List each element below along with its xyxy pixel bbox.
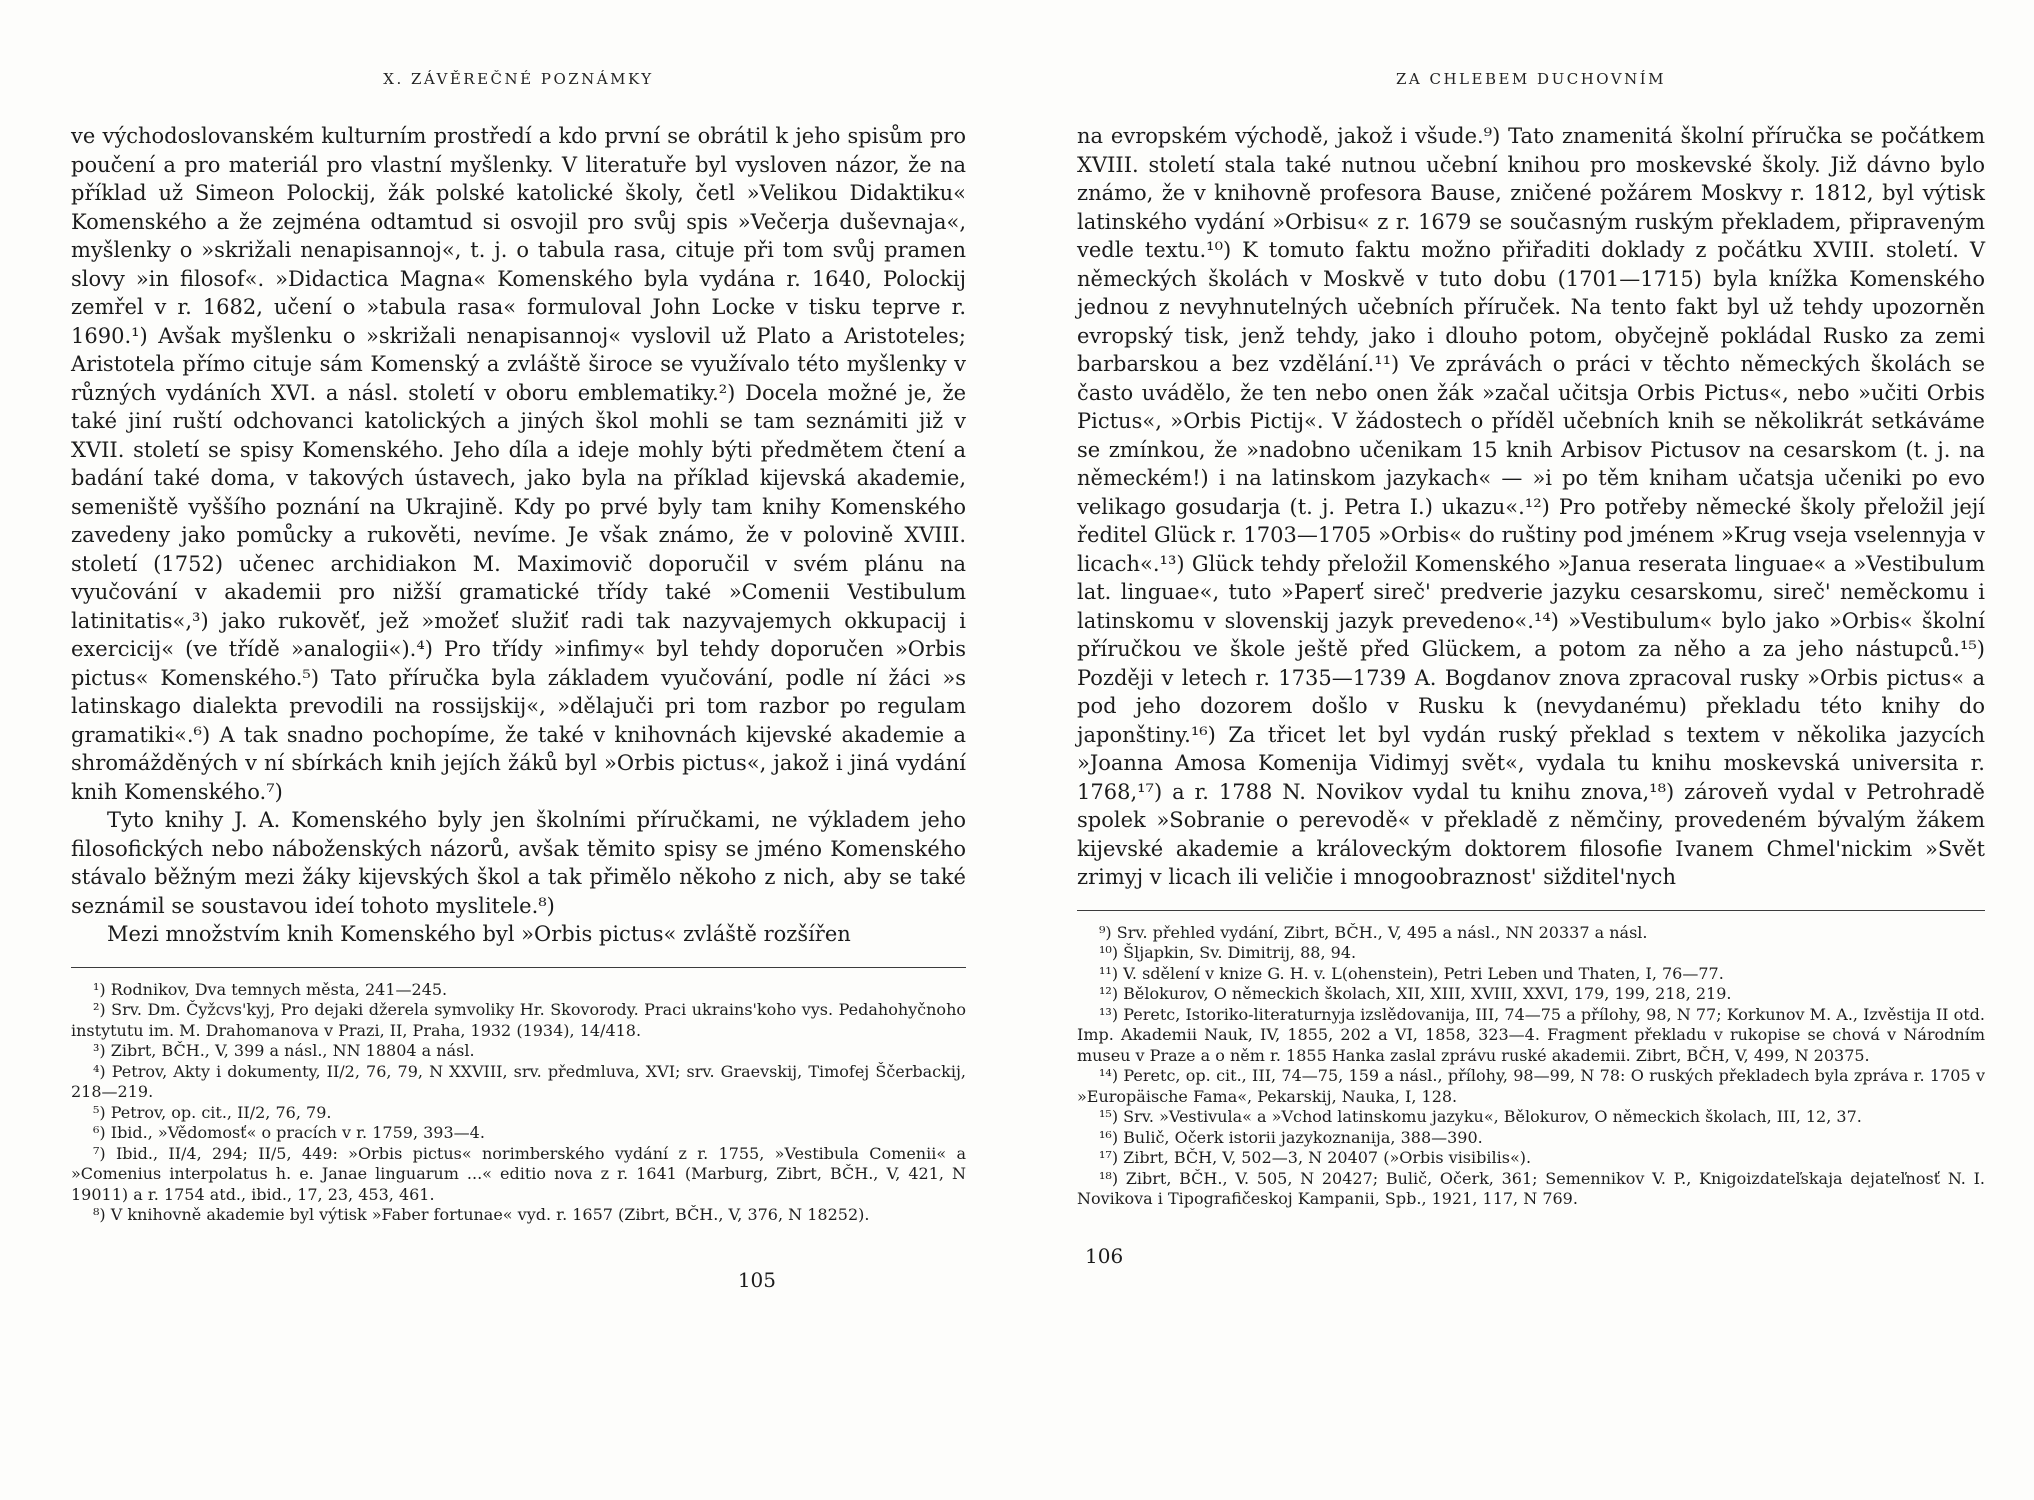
footnote: ¹) Rodnikov, Dva temnych města, 241—245. xyxy=(93,979,448,999)
footnote: ¹⁸) Zibrt, BČH., V. 505, N 20427; Bulič, Očerk, 361; Semennikov V. P., Knigoizdateľskaja dejateľnosť N. I. Novikova i Tipografičeskoj Kampanii, Spb., 1921, 117, N 769. xyxy=(1077,1168,1985,1208)
footnote-divider xyxy=(1077,910,1985,911)
footnote: ¹⁶) Bulič, Očerk istorii jazykoznanija, 388—390. xyxy=(1099,1127,1483,1147)
footnote-divider xyxy=(71,967,966,968)
footnote: ¹³) Peretc, Istoriko-literaturnyja izslědovanija, III, 74—75 a přílohy, 98, N 77; Korkunov M. A., Izvěstija II otd. Imp. Akademii Nauk, IV, 1855, 202 a VI, 1858, 323—4. Fragment překladu v rukopise se chová v Národním museu v Praze a o něm r. 1855 Hanka zaslal zprávu ruské akademii. Zibrt, BČH, V, 499, N 20375. xyxy=(1077,1004,1985,1065)
paragraph: ve východoslovanském kulturním prostředí a kdo první se obrátil k jeho spisům pro poučení a pro materiál pro vlastní myšlenky. V literatuře byl vysloven názor, že na příklad už Simeon Polockij, žák polské katolické školy, četl »Velikou Didaktiku« Komenského a že zejména odtamtud si osvojil pro svůj spis »Večerja duševnaja«, myšlenky o »skrižali nenapisannoj«, t. j. o tabula rasa, cituje při tom svůj pramen slovy »in filosof«. »Didactica Magna« Komenského byla vydána r. 1640, Polockij zemřel v r. 1682, učení o »tabula rasa« formuloval John Locke v tisku teprve r. 1690.¹) Avšak myšlenku o »skrižali nenapisannoj« vyslovil už Plato a Aristoteles; Aristotela přímo cituje sám Komenský a zvláště široce se využívalo této myšlenky v různých vydáních XVI. a násl. století v oboru emblematiky.²) Docela možné je, že také jiní ruští odchovanci katolických a jiných škol mohli se tam seznámiti již v XVII. století se spisy Komenského. Jeho díla a ideje mohly býti předmětem čtení a badání také doma, v takových ústavech, jako byla na příklad kijevská akademie, semeniště vyššího poznání na Ukrajině. Kdy po prvé byly tam knihy Komenského zavedeny jako pomůcky a rukověti, nevíme. Je však známo, že v polovině XVIII. století (1752) učenec archidiakon M. Maximovič doporučil v svém plánu na vyučování v akademii pro nižší gramatické třídy také »Comenii Vestibulum latinitatis«,³) jako rukověť, jež »možeť služiť radi tak nazyvajemych okkupacij i exercicij« (ve třídě »analogii«).⁴) Pro třídy »infimy« byl tehdy doporučen »Orbis pictus« Komenského.⁵) Tato příručka byla základem vyučování, podle ní žáci »s latinskago dialekta prevodili na rossijskij«, »dělajuči pri tom razbor po regulam gramatiki«.⁶) A tak snadno pochopíme, že také v knihovnách kijevské akademie a shromážděných v ní sbírkách knih jejích žáků byl »Orbis pictus«, jakož i jiná vydání knih Komenského.⁷) xyxy=(71,124,966,804)
footnote: ¹⁰) Šljapkin, Sv. Dimitrij, 88, 94. xyxy=(1099,943,1357,962)
footnote: ¹²) Bělokurov, O německich školach, XII, XIII, XVIII, XXVI, 179, 199, 218, 219. xyxy=(1099,984,1732,1003)
footnote: ⁹) Srv. přehled vydání, Zibrt, BČH., V, 495 a násl., NN 20337 a násl. xyxy=(1099,922,1648,942)
footnote: ⁶) Ibid., »Vědomosť« o pracích v r. 1759, 393—4. xyxy=(93,1123,485,1142)
footnote: ¹⁵) Srv. »Vestivula« a »Vchod latinskomu jazyku«, Bělokurov, O německich školach, III, 12, 37. xyxy=(1099,1107,1862,1126)
body-text-right xyxy=(1077,122,1985,892)
running-head-right: ZA CHLEBEM DUCHOVNÍM xyxy=(1395,70,1667,88)
footnote: ⁸) V knihovně akademie byl výtisk »Faber fortunae« vyd. r. 1657 (Zibrt, BČH., V, 376, N 18252). xyxy=(93,1205,870,1224)
footnotes-right xyxy=(1077,923,1985,1210)
footnote: ⁴) Petrov, Akty i dokumenty, II/2, 76, 79, N XXVIII, srv. předmluva, XVI; srv. Graevskij, Timofej Ščerbackij, 218—219. xyxy=(71,1061,966,1101)
footnotes-left xyxy=(71,980,966,1226)
footnote: ²) Srv. Dm. Čyžcvs'kyj, Pro dejaki džerela symvoliky Hr. Skovorody. Praci ukrains'koho vys. Pedahohyčnoho instytutu im. M. Drahomanova v Prazi, II, Praha, 1932 (1934), 14/418. xyxy=(71,1000,966,1040)
page-number-left: 105 xyxy=(737,1267,776,1292)
footnote: ³) Zibrt, BČH., V, 399 a násl., NN 18804 a násl. xyxy=(93,1041,475,1060)
running-head-left: X. ZÁVĚREČNÉ POZNÁMKY xyxy=(383,70,654,88)
page-right xyxy=(1017,0,2034,1500)
footnote: ⁷) Ibid., II/4, 294; II/5, 449: »Orbis pictus« norimberského vydání z r. 1755, »Vestibula Comenii« a »Comenius interpolatus h. e. Janae linguarum ...« editio nova z r. 1641 (Marburg, Zibrt, BČH., V, 421, N 19011) a r. 1754 atd., ibid., 17, 23, 453, 461. xyxy=(71,1143,966,1204)
paragraph: na evropském východě, jakož i všude.⁹) Tato znamenitá školní příručka se počátkem XVIII. století stala také nutnou učební knihou pro moskevské školy. Již dávno bylo známo, že v knihovně profesora Bause, zničené požárem Moskvy r. 1812, byl výtisk latinského vydání »Orbisu« z r. 1679 se současným ruským překladem, připraveným vedle textu.¹⁰) K tomuto faktu možno přiřaditi doklady z počátku XVIII. století. V německých školách v Moskvě v tuto dobu (1701—1715) byla knížka Komenského jednou z nevyhnutelných učebních příruček. Na tento fakt byl už tehdy upozorněn evropský tisk, jenž tehdy, jako i dlouho potom, obyčejně pokládal Rusko za zemi barbarskou a bez vzdělání.¹¹) Ve zprávách o práci v těchto německých školách se často uvádělo, že ten nebo onen žák »začal učitsja Orbis Pictus«, nebo »učiti Orbis Pictus«, »Orbis Pictij«. V žádostech o příděl učebních knih se několikrát setkáváme se zmínkou, že »nadobno učenikam 15 knih Arbisov Pictusov na cesarskom (t. j. na německém!) i na latinskom jazykach« — »i po těm kniham učatsja učeniki po evo velikago gosudarja (t. j. Petra I.) ukazu«.¹²) Pro potřeby německé školy přeložil její ředitel Glück r. 1703—1705 »Orbis« do ruštiny pod jménem »Krug vseja vselennyja v licach«.¹³) Glück tehdy přeložil Komenského »Janua reserata linguae« a »Vestibulum lat. linguae«, tuto »Paperť sireč' predverie jazyku cesarskomu, sireč' neměckomu i latinskomu v slovenskij jazyk prevedeno«.¹⁴) »Vestibulum« bylo jako »Orbis« školní příručkou ve škole ještě před Glückem, a potom za něho a za jeho nástupců.¹⁵) Později v letech r. 1735—1739 A. Bogdanov znova zpracoval rusky »Orbis pictus« a pod jeho dozorem došlo v Rusku k (nevydanému) překladu této knihy do japonštiny.¹⁶) Za třicet let byl vydán ruský překlad s textem v několika jazycích »Joanna Amosa Komenija Vidimyj svět«, vydala tu knihu moskevská universita r. 1768,¹⁷) a r. 1788 N. Novikov vydal tu knihu znova,¹⁸) zároveň vydal v Petrohradě spolek »Sobranie o perevodě« v překladě z němčiny, provedeném bývalým žákem kijevské akademie a královeckým doktorem filosofie Ivanem Chmel'nickim »Svět zrimyj v licach ili veličie i mnogoobraznost' sižditel'nych xyxy=(1077,124,1985,889)
paragraph: Mezi množstvím knih Komenského byl »Orbis pictus« zvláště rozšířen xyxy=(107,922,851,946)
page-number-right: 106 xyxy=(1085,1243,1124,1268)
footnote: ¹⁴) Peretc, op. cit., III, 74—75, 159 a násl., přílohy, 98—99, N 78: O ruských překladech byla zpráva r. 1705 v »Europäische Fama«, Pekarskij, Nauka, I, 128. xyxy=(1077,1066,1985,1106)
body-text-left xyxy=(71,122,966,949)
footnote: ¹¹) V. sdělení v knize G. H. v. L(ohenstein), Petri Leben und Thaten, I, 76—77. xyxy=(1099,963,1724,983)
footnote: ¹⁷) Zibrt, BČH, V, 502—3, N 20407 (»Orbis visibilis«). xyxy=(1099,1148,1532,1167)
paragraph: Tyto knihy J. A. Komenského byly jen školními příručkami, ne výkladem jeho filosofických nebo náboženských názorů, avšak těmito spisy se jméno Komenského stávalo běžným mezi žáky kijevských škol a tak přimělo někoho z nich, aby se také seznámil se soustavou ideí tohoto myslitele.⁸) xyxy=(71,808,966,918)
footnote: ⁵) Petrov, op. cit., II/2, 76, 79. xyxy=(93,1102,332,1122)
